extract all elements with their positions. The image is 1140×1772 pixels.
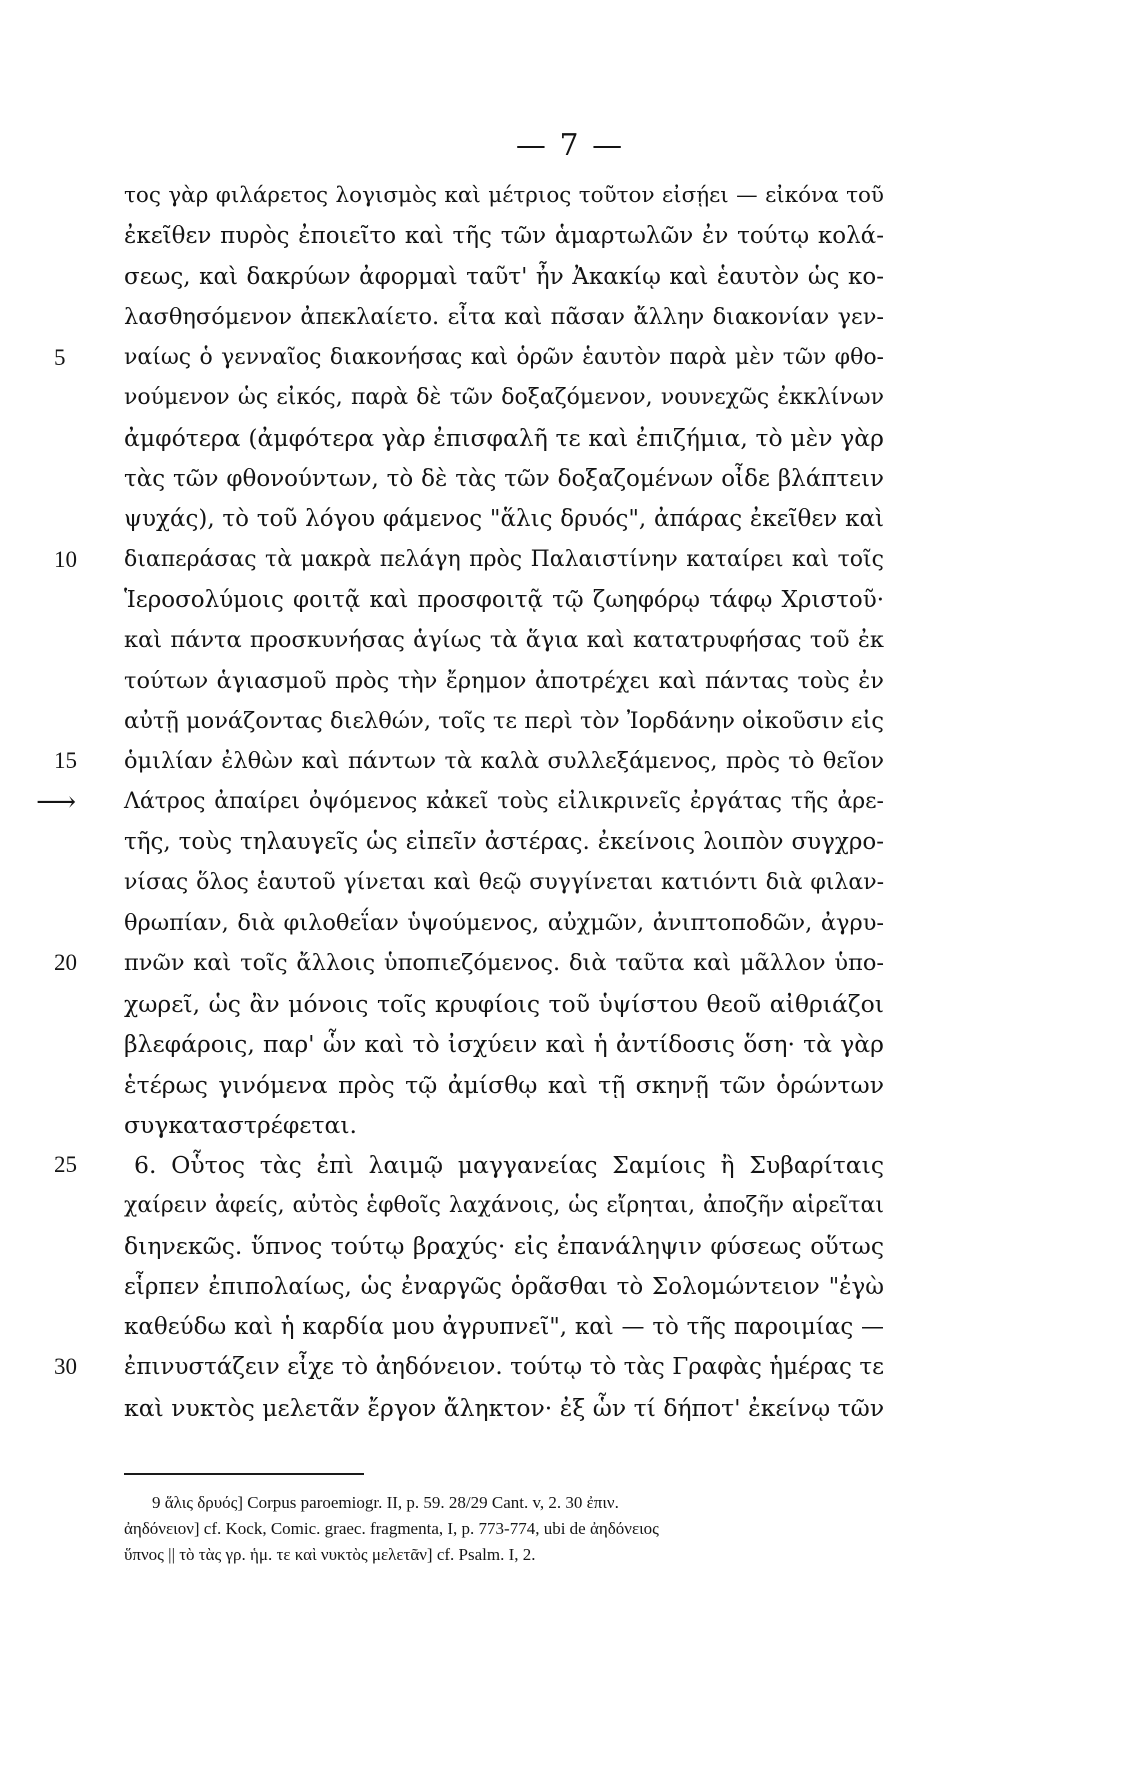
line-text: τῆς, τοὺς τηλαυγεῖς ὡς εἰπεῖν ἀστέρας. ἐκείνοις λοιπὸν συγχρο- — [124, 829, 884, 856]
footnote-line: ὕπνος || τὸ τὰς γρ. ἡμ. τε καὶ νυκτὸς μελετᾶν] cf. Psalm. I, 2. — [124, 1545, 536, 1564]
text-line — [0, 580, 1140, 620]
line-text: Λάτρος ἀπαίρει ὀψόμενος κἀκεῖ τοὺς εἰλικρινεῖς ἐργάτας τῆς ἀρε- — [124, 788, 884, 814]
footnotes — [124, 1490, 884, 1568]
line-text: καὶ νυκτὸς μελετᾶν ἔργον ἄληκτον· ἐξ ὧν τί δήποτ' ἐκείνῳ τῶν — [124, 1393, 885, 1422]
text-line — [0, 1024, 1140, 1064]
line-text: χωρεῖ, ὡς ἂν μόνοις τοῖς κρυφίοις τοῦ ὑψίστου θεοῦ αἰθριάζοι — [124, 989, 884, 1018]
text-line — [0, 903, 1140, 943]
text-line — [0, 257, 1140, 297]
text-line — [0, 620, 1140, 660]
text-line — [0, 701, 1140, 741]
line-text: νούμενον ὡς εἰκός, παρὰ δὲ τῶν δοξαζόμενον, νουνεχῶς ἐκκλίνων — [124, 384, 884, 410]
text-line — [0, 176, 1140, 216]
line-number: 25 — [54, 1152, 77, 1178]
line-text: καθεύδω καὶ ἡ καρδία μου ἀγρυπνεῖ", καὶ — τὸ τῆς παροιμίας — — [124, 1313, 884, 1340]
line-text: τούτων ἁγιασμοῦ πρὸς τὴν ἔρημον ἀποτρέχει καὶ πάντας τοὺς ἐν — [124, 667, 884, 694]
text-line — [0, 782, 1140, 822]
line-text: 6. Οὗτος τὰς ἐπὶ λαιμῷ μαγγανείας Σαμίοις ἢ Συβαρίταις — [134, 1151, 884, 1180]
text-line — [0, 1388, 1140, 1428]
text-line — [0, 1105, 1140, 1145]
main-text — [0, 176, 1140, 1428]
line-number: 15 — [54, 748, 77, 774]
text-line — [0, 1307, 1140, 1347]
text-line — [0, 1347, 1140, 1387]
footnote-line: 9 ἅλις δρυός] Corpus paroemiogr. II, p. 59. 28/29 Cant. v, 2. 30 ἐπιν. — [152, 1493, 619, 1512]
line-number: 5 — [54, 344, 66, 370]
line-text: λασθησόμενον ἀπεκλαίετο. εἶτα καὶ πᾶσαν ἄλλην διακονίαν γεν- — [124, 304, 884, 331]
line-text: νίσας ὅλος ἑαυτοῦ γίνεται καὶ θεῷ συγγίνεται κατιόντι διὰ φιλαν- — [124, 869, 884, 895]
text-line — [0, 297, 1140, 337]
text-line — [0, 499, 1140, 539]
line-text: καὶ πάντα προσκυνήσας ἁγίως τὰ ἅγια καὶ κατατρυφήσας τοῦ ἐκ — [124, 627, 884, 654]
text-line — [0, 338, 1140, 378]
line-text: βλεφάροις, παρ' ὧν καὶ τὸ ἰσχύειν καὶ ἡ ἀντίδοσις ὅση· τὰ γὰρ — [124, 1030, 884, 1059]
line-text: ἐπινυστάζειν εἶχε τὸ ἀηδόνειον. τούτῳ τὸ τὰς Γραφὰς ἡμέρας τε — [124, 1354, 884, 1381]
line-text: διηνεκῶς. ὕπνος τούτῳ βραχύς· εἰς ἐπανάληψιν φύσεως οὕτως — [124, 1232, 884, 1261]
text-line — [0, 661, 1140, 701]
footnote-divider — [124, 1473, 364, 1475]
text-line — [0, 1065, 1140, 1105]
line-text: ναίως ὁ γενναῖος διακονήσας καὶ ὁρῶν ἑαυτὸν παρὰ μὲν τῶν φθο- — [124, 344, 884, 370]
text-line — [0, 216, 1140, 256]
line-text: αὐτῇ μονάζοντας διελθών, τοῖς τε περὶ τὸν Ἰορδάνην οἰκοῦσιν εἰς — [124, 708, 884, 735]
text-line — [0, 1267, 1140, 1307]
line-text: ψυχάς), τὸ τοῦ λόγου φάμενος "ἅλις δρυός", ἀπάρας ἐκεῖθεν καὶ — [124, 506, 884, 533]
text-line — [0, 459, 1140, 499]
line-text: εἷρπεν ἐπιπολαίως, ὡς ἐναργῶς ὁρᾶσθαι τὸ Σολομώντειον "ἐγὼ — [124, 1273, 884, 1300]
text-line — [0, 741, 1140, 781]
margin-arrow-icon: ⟶ — [36, 784, 77, 818]
line-text: ὁμιλίαν ἐλθὼν καὶ πάντων τὰ καλὰ συλλεξάμενος, πρὸς τὸ θεῖον — [124, 748, 884, 775]
footnote-line: ἀηδόνειον] cf. Kock, Comic. graec. fragmenta, I, p. 773-774, ubi de ἀηδόνειος — [124, 1519, 659, 1538]
line-number: 10 — [54, 546, 77, 572]
line-number: 30 — [54, 1354, 77, 1380]
line-text: ἀμφότερα (ἀμφότερα γὰρ ἐπισφαλῆ τε καὶ ἐπιζήμια, τὸ μὲν γὰρ — [124, 424, 884, 453]
line-text: ἑτέρως γινόμενα πρὸς τῷ ἀμίσθῳ καὶ τῇ σκηνῇ τῶν ὁρώντων — [124, 1070, 884, 1099]
line-text: θρωπίαν, διὰ φιλοθεΐαν ὑψούμενος, αὐχμῶν, ἀνιπτοποδῶν, ἀγρυ- — [124, 910, 884, 937]
text-line — [0, 378, 1140, 418]
page-number: — 7 — — [515, 128, 625, 163]
text-line — [0, 984, 1140, 1024]
line-text: συγκαταστρέφεται. — [124, 1110, 358, 1139]
line-text: σεως, καὶ δακρύων ἀφορμαὶ ταῦτ' ἦν Ἀκακίῳ καὶ ἑαυτὸν ὡς κο- — [124, 263, 884, 290]
text-line — [0, 1186, 1140, 1226]
text-line — [0, 1145, 1140, 1185]
line-text: πνῶν καὶ τοῖς ἄλλοις ὑποπιεζόμενος. διὰ ταῦτα καὶ μᾶλλον ὑπο- — [124, 950, 884, 977]
text-line — [0, 540, 1140, 580]
text-line — [0, 863, 1140, 903]
text-line — [0, 822, 1140, 862]
line-text: τος γὰρ φιλάρετος λογισμὸς καὶ μέτριος τοῦτον εἰσῄει — εἰκόνα τοῦ — [124, 183, 884, 208]
line-text: χαίρειν ἀφείς, αὐτὸς ἑφθοῖς λαχάνοις, ὡς εἴρηται, ἀποζῆν αἱρεῖται — [124, 1192, 884, 1218]
text-line — [0, 418, 1140, 458]
line-text: τὰς τῶν φθονούντων, τὸ δὲ τὰς τῶν δοξαζομένων οἶδε βλάπτειν — [124, 465, 884, 492]
text-line — [0, 1226, 1140, 1266]
text-line — [0, 943, 1140, 983]
line-text: διαπεράσας τὰ μακρὰ πελάγη πρὸς Παλαιστίνην καταίρει καὶ τοῖς — [124, 546, 884, 572]
line-number: 20 — [54, 950, 77, 976]
line-text: ἐκεῖθεν πυρὸς ἐποιεῖτο καὶ τῆς τῶν ἁμαρτωλῶν ἐν τούτῳ κολά- — [124, 223, 884, 250]
line-text: Ἱεροσολύμοις φοιτᾷ καὶ προσφοιτᾷ τῷ ζωηφόρῳ τάφῳ Χριστοῦ· — [124, 586, 884, 613]
